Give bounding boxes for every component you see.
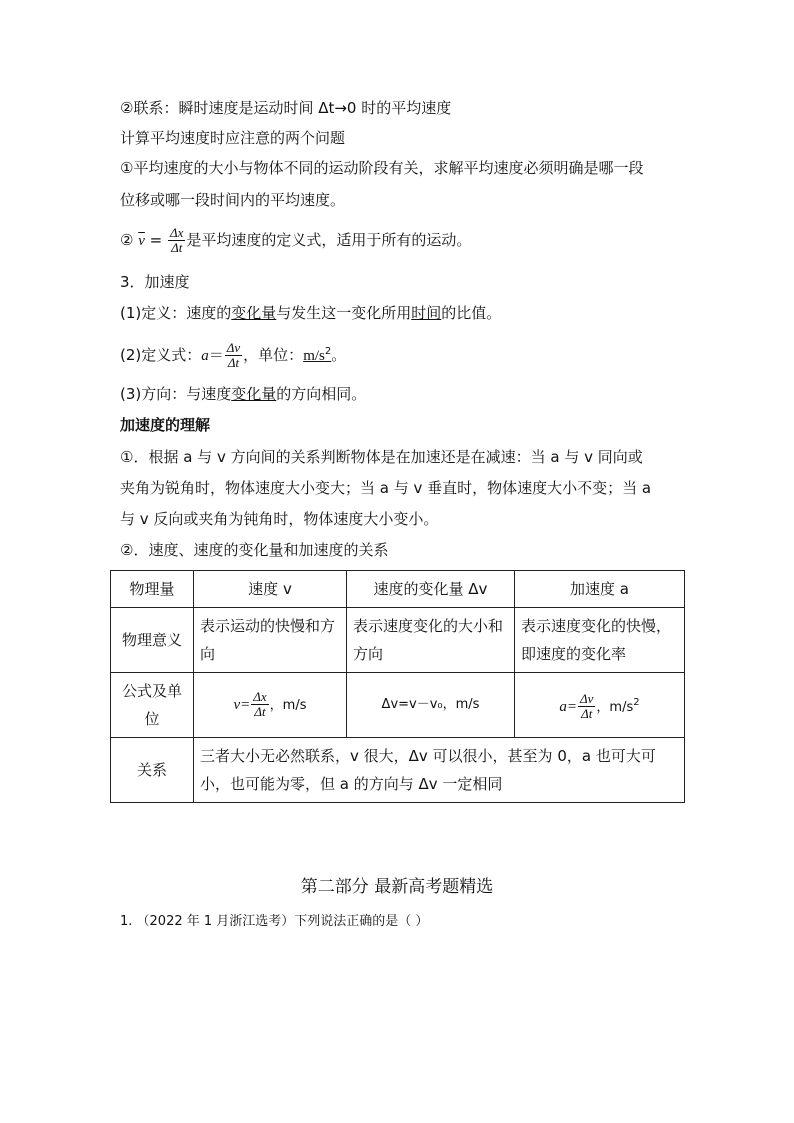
fraction-dx-dt (168, 226, 185, 255)
fraction-dv-dt (225, 341, 242, 370)
dir-underline: 变化量 (231, 385, 277, 403)
fraction-den: Δt (254, 704, 266, 719)
table-cell: 物理意义 (111, 608, 194, 673)
text-line-understand-1: ①．根据 a 与 v 方向间的关系判断物体是在加速还是在减速：当 a 与 v 同向或 (120, 448, 643, 466)
equals: = (144, 231, 168, 249)
table-row (111, 673, 685, 738)
table-header: 物理量 (111, 571, 194, 608)
table-cell: 表示速度变化的大小和方向 (347, 608, 515, 673)
formula-unit-exp: 2 (633, 696, 640, 708)
table-row (111, 608, 685, 673)
table-cell (194, 673, 347, 738)
formula-lhs: v= (233, 697, 251, 713)
relation-table (110, 570, 685, 803)
fraction-den: Δt (581, 705, 593, 721)
fraction-num: Δx (253, 689, 267, 704)
question-1: 1. （2022 年 1 月浙江选考）下列说法正确的是（ ） (120, 914, 429, 929)
table-row (111, 738, 685, 803)
formula-eq: ＝ (208, 346, 224, 364)
table-cell: 公式及单位 (111, 673, 194, 738)
fraction-num: Δx (170, 225, 184, 240)
formula-label: (2)定义式： (120, 346, 202, 364)
formula-unit (303, 346, 331, 364)
text-line-heading-avg: 计算平均速度时应注意的两个问题 (120, 129, 346, 147)
table-header: 加速度 a (515, 571, 685, 608)
dir-b: 的方向相同。 (276, 385, 367, 403)
table-cell (515, 673, 685, 738)
text-line-accel-def (120, 303, 501, 323)
formula-unit-exp: 2 (324, 346, 332, 357)
def-underline-time: 时间 (411, 304, 442, 322)
formula-unit-text: m/s (303, 348, 325, 364)
formula-lhs: a= (559, 698, 577, 715)
table-cell: Δv=v－v₀，m/s (347, 673, 515, 738)
text-line-understanding: 加速度的理解 (120, 416, 211, 434)
table-cell: 表示运动的快慢和方向 (194, 608, 347, 673)
table-cell: 关系 (111, 738, 194, 803)
table-cell: 表示速度变化的快慢，即速度的变化率 (515, 608, 685, 673)
table-header: 速度的变化量 Δv (347, 571, 515, 608)
text-line-avg-1: ①平均速度的大小与物体不同的运动阶段有关，求解平均速度必须明确是哪一段 (120, 159, 644, 177)
def-b: 与发生这一变化所用 (276, 304, 412, 322)
mean-v-symbol: $\overline{v}$ (138, 233, 145, 249)
text-line-avg-def (120, 222, 471, 259)
formula-end: 。 (331, 346, 347, 364)
fraction-den: Δt (171, 240, 183, 255)
fraction-num: Δv (226, 340, 241, 355)
fraction-num: Δv (580, 690, 594, 706)
text-line-understand-3: 与 v 反向或夹角为钝角时，物体速度大小变小。 (120, 510, 439, 528)
formula-var-a: a (201, 348, 209, 364)
dir-a: (3)方向：与速度 (120, 385, 232, 403)
table-header: 速度 v (194, 571, 347, 608)
formula-unit: ，m/s (269, 698, 307, 713)
circle-num: ② (120, 231, 134, 249)
table-row (111, 571, 685, 608)
def-a: (1)定义：速度的 (120, 304, 232, 322)
text-line-avg-2: 位移或哪一段时间内的平均速度。 (120, 191, 346, 209)
fraction-dx-dt (251, 690, 268, 719)
fraction-den: Δt (227, 355, 240, 370)
avg-def-text: 是平均速度的定义式，适用于所有的运动。 (186, 231, 472, 249)
section-title: 第二部分 最新高考题精选 (300, 877, 494, 897)
text-line-understand-2: 夹角为锐角时，物体速度大小变大；当 a 与 v 垂直时，物体速度大小不变；当 a (120, 479, 652, 497)
def-c: 的比值。 (441, 304, 502, 322)
text-line-accel-direction (120, 384, 366, 404)
table-cell: 三者大小无必然联系，v 很大，Δv 可以很小，甚至为 0，a 也可大可小，也可能为零，但 a 的方向与 Δv 一定相同 (194, 738, 685, 803)
text-line-accel-heading: 3．加速度 (120, 273, 190, 291)
fraction-dv-dt (578, 692, 595, 721)
def-underline-change: 变化量 (231, 304, 277, 322)
formula-unit: ，m/s (596, 699, 634, 715)
text-line-link: ②联系：瞬时速度是运动时间 Δt→0 时的平均速度 (120, 99, 452, 117)
text-line-accel-formula (120, 334, 346, 374)
text-line-relation: ②．速度、速度的变化量和加速度的关系 (120, 541, 389, 559)
formula-unit-label: ，单位： (243, 346, 304, 364)
